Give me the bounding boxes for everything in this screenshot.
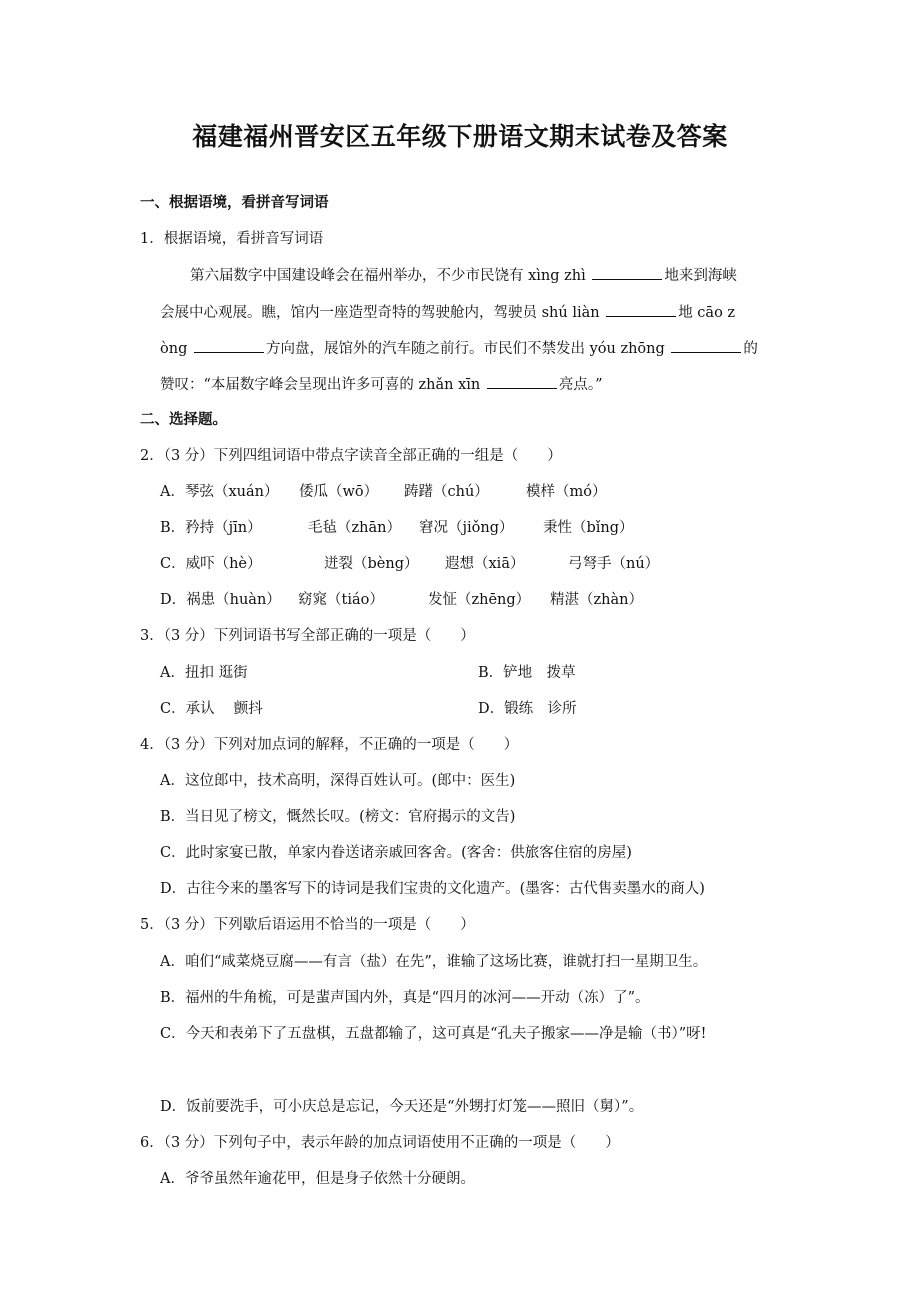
q6-stem: 6．（3 分）下列句子中，表示年龄的加点词语使用不正确的一项是（ ） xyxy=(140,1135,620,1151)
option-part: 精湛（zhàn） xyxy=(550,592,643,608)
option-part: 毛毡（zhān） xyxy=(308,520,401,536)
answer-blank[interactable] xyxy=(487,374,557,389)
q4-stem: 4．（3 分）下列对加点词的解释，不正确的一项是（ ） xyxy=(140,737,519,753)
q5-option-d[interactable]: D．饭前要洗手，可小庆总是忘记，今天还是“外甥打灯笼——照旧（舅）”。 xyxy=(160,1099,644,1115)
q2-stem: 2．（3 分）下列四组词语中带点字读音全部正确的一组是（ ） xyxy=(140,448,562,464)
section-1-heading: 一、根据语境，看拼音写词语 xyxy=(140,194,329,211)
q4-option-b[interactable]: B．当日见了榜文，慨然长叹。(榜文：官府揭示的文告) xyxy=(160,809,516,825)
q3-option-c[interactable]: C．承认 颤抖 xyxy=(160,701,263,717)
option-part: B．矜持（jīn） xyxy=(160,520,262,536)
q5-option-c[interactable]: C．今天和表弟下了五盘棋，五盘都输了，这可真是“孔夫子搬家——净是输（书）”呀! xyxy=(160,1026,707,1042)
q3-option-d[interactable]: D．锻练 诊所 xyxy=(478,701,577,717)
option-part: C．威吓（hè） xyxy=(160,556,262,572)
q6-option-a[interactable]: A．爷爷虽然年逾花甲，但是身子依然十分硬朗。 xyxy=(160,1171,475,1187)
option-part: 倭瓜（wō） xyxy=(299,484,379,500)
q4-option-a[interactable]: A．这位郎中，技术高明，深得百姓认可。(郎中：医生) xyxy=(160,773,516,789)
q3-option-a[interactable]: A．扭扣 逛街 xyxy=(160,665,248,681)
q5-stem: 5．（3 分）下列歇后语运用不恰当的一项是（ ） xyxy=(140,917,475,933)
passage-text: 的 xyxy=(743,341,758,357)
option-part: 窈窕（tiáo） xyxy=(298,592,384,608)
passage-text: òng xyxy=(160,341,188,357)
option-part: 秉性（bǐng） xyxy=(543,520,634,536)
answer-blank[interactable] xyxy=(592,265,662,280)
option-part: A．琴弦（xuán） xyxy=(160,484,279,500)
page-title: 福建福州晋安区五年级下册语文期末试卷及答案 xyxy=(192,122,728,151)
option-part: 发怔（zhēng） xyxy=(428,592,531,608)
q1-passage-line-2 xyxy=(160,302,735,323)
passage-text: 方向盘，展馆外的汽车随之前行。市民们不禁发出 yóu zhōng xyxy=(265,341,665,357)
passage-text: 赞叹：“本届数字峰会呈现出许多可喜的 zhǎn xīn xyxy=(160,377,481,393)
passage-text: 地 cāo z xyxy=(678,305,736,321)
option-part: 遐想（xiā） xyxy=(445,556,525,572)
option-part: 弓弩手（nú） xyxy=(568,556,660,572)
q5-option-a[interactable]: A．咱们“咸菜烧豆腐——有言（盐）在先”，谁输了这场比赛，谁就打扫一星期卫生。 xyxy=(160,954,708,970)
passage-text: 地来到海峡 xyxy=(664,268,737,284)
q5-option-b[interactable]: B．福州的牛角梳，可是蜚声国内外，真是“四月的冰河——开动（冻）了”。 xyxy=(160,990,650,1006)
q4-option-c[interactable]: C．此时家宴已散，单家内眷送诸亲戚回客舍。(客舍：供旅客住宿的房屋) xyxy=(160,845,632,861)
q1-passage-line-3 xyxy=(160,338,758,359)
answer-blank[interactable] xyxy=(671,338,741,353)
q1-stem: 1．根据语境，看拼音写词语 xyxy=(140,231,324,247)
option-part: 迸裂（bèng） xyxy=(324,556,419,572)
q3-option-b[interactable]: B．铲地 拨草 xyxy=(478,665,576,681)
option-part: 踌躇（chú） xyxy=(404,484,489,500)
option-part: 窘况（jiǒng） xyxy=(419,520,514,536)
q4-option-d[interactable]: D．古往今来的墨客写下的诗词是我们宝贵的文化遗产。(墨客：古代售卖墨水的商人) xyxy=(160,881,705,897)
answer-blank[interactable] xyxy=(606,302,676,317)
section-2-heading: 二、选择题。 xyxy=(140,411,227,428)
option-part: 模样（mó） xyxy=(526,484,607,500)
answer-blank[interactable] xyxy=(194,338,264,353)
q1-passage-line-4 xyxy=(160,374,603,395)
q3-stem: 3．（3 分）下列词语书写全部正确的一项是（ ） xyxy=(140,628,475,644)
option-part: D．祸患（huàn） xyxy=(160,592,281,608)
passage-text: 会展中心观展。瞧，馆内一座造型奇特的驾驶舱内，驾驶员 shú liàn xyxy=(160,305,600,321)
passage-text: 亮点。” xyxy=(558,377,603,393)
q1-passage-line-1 xyxy=(190,265,737,286)
passage-text: 第六届数字中国建设峰会在福州举办，不少市民饶有 xìng zhì xyxy=(190,268,586,284)
